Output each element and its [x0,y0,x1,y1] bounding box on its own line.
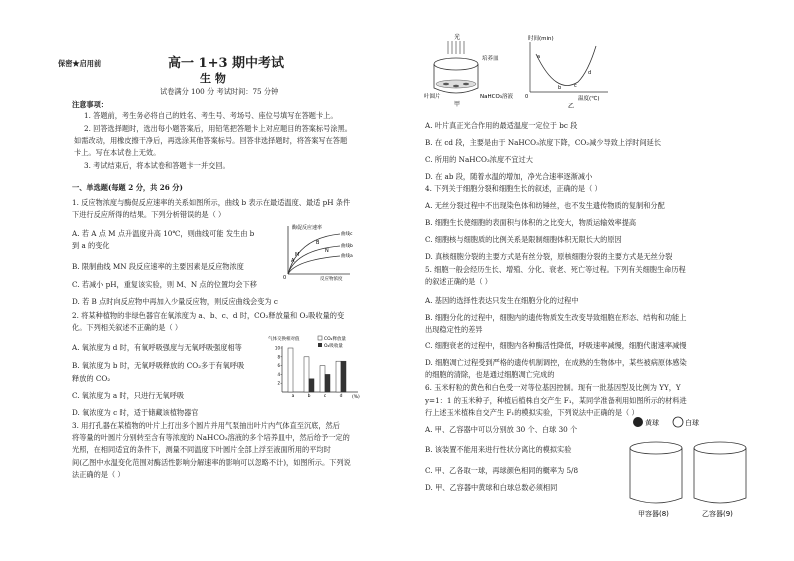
legend-o2: O₂吸收量 [324,344,343,349]
q6-stem: y=1：1 的玉米种子，种植后植株自交产生 F₁，某同学准备利用如图所示的材料进 [425,396,687,405]
ball-containers-figure [620,412,750,520]
subject-title: 生 物 [200,72,226,85]
leaf-disc [453,85,459,87]
q5-stem: 的叙述正确的是（ ） [425,277,492,286]
bar-o2 [325,374,330,392]
q4-option-b: B. 细胞生长使细胞的表面积与体积的之比变大，物质运输效率提高 [425,218,637,227]
container-a-body [630,448,682,503]
exam-title: 高一 1+3 期中考试 [168,56,285,71]
fig3-ylabel: 时间(min) [528,36,554,42]
bar-co2 [336,361,341,392]
fig1-origin: 0 [283,275,287,281]
gas-exchange-chart [266,334,366,400]
q2-option-b: B. 氧浓度为 b 时，无氧呼吸释放的 CO₂多于有氧呼吸 [72,361,245,370]
q3-option-d: D. 在 ab 段，随着水温的增加，净光合速率逐渐减小 [425,172,593,181]
fig1-curve-b: 曲线b [341,244,353,249]
q4-option-a: A. 无丝分裂过程中不出现染色体和纺锤丝，也不发生遗传物质的复制和分配 [425,201,665,210]
fig2-xunit: (%) [352,395,360,400]
fig1-xlabel: 反应物浓度 [320,277,343,282]
photosynthesis-setup-figure [418,32,618,110]
notice-line: 2. 回答选择题时，选出每小题答案后，用铅笔把答题卡上对应题目的答案标号涂黑。 [84,124,352,133]
fig1-point-a: A [291,258,295,264]
q3-option-b: B. 在 cd 段，主要是由于 NaHCO₃浓度下降，CO₂减少导致上浮时间延长 [425,138,662,147]
notice-line: 1. 答题前，考生务必将自己的姓名、考生号、考场号、座位号填写在答题卡上。 [84,111,338,120]
x-tick-label: d [339,394,343,399]
bar-co2 [304,357,309,392]
q1-option-b: B. 限制曲线 MN 段反应速率的主要因素是反应物浓度 [72,262,244,271]
y-tick-label: 4 [277,371,280,377]
q4-option-c: C. 细胞核与细胞质的比例关系是限制细胞体积无限长大的原因 [425,235,622,244]
secret-label: 保密★启用前 [58,59,102,68]
fig3-leaf-label: 叶圆片 [424,94,441,100]
q5-option-a: A. 基因的选择性表达只发生在细胞分化的过程中 [425,296,579,305]
fig3-yi: 乙 [568,103,575,110]
fig1-ylabel: 酶促反应速率 [292,225,323,231]
q6-option-b: B. 该装置不能用来进行性状分离比的模拟实验 [425,445,572,454]
legend-yellow: 黄球 [645,419,659,427]
time-curve [536,46,596,86]
leaf-disc [463,83,469,85]
y-tick-label: 6 [277,363,280,369]
fig1-curve-a: 曲线a [341,254,353,259]
q1-option-c: C. 若减小 pH，重复该实验，则 M、N 点的位置均会下移 [72,280,257,289]
fig3-solution-label: NaHCO₃溶液 [480,94,513,100]
fig1-point-n: N [325,248,329,254]
q1-stem: 下进行反应所得的结果。下列分析错误的是（ ） [72,210,226,219]
q2-stem: 2. 将某种植物的非绿色器官在氧浓度为 a、b、c、d 时，CO₂释放量和 O₂吸收量的变 [72,311,345,320]
q6-option-c: C. 甲、乙各取一球，再球颜色相同的概率为 5/8 [425,466,579,475]
q6-option-a: A. 甲、乙容器中可以分别放 30 个、白球 30 个 [425,425,578,434]
q2-option-d: D. 氧浓度为 c 时，适于储藏该植物器官 [72,408,199,417]
fig3-light-label: 光 [454,34,461,41]
q5-option-b: B. 细胞分化的过程中，细胞内的遗传物质发生改变导致细胞在形态、结构和功能上 [425,313,687,322]
q6-stem: 6. 玉米籽粒的黄色和白色受一对等位基因控制。现有一批基因型及比例为 YY，Y [425,383,681,392]
notice-line: 3. 考试结束后，将本试卷和答题卡一并交回。 [84,161,230,170]
q3-stem: 间(乙图中水温变化范围对酶活性影响分解速率的影响可以忽略不计)，如图所示。下列说 [72,458,351,467]
q4-option-d: D. 真核细胞分裂的主要方式是有丝分裂，原核细胞分裂的主要方式是无丝分裂 [425,252,673,261]
q1-option-a: 到 a 的变化 [72,241,110,250]
q1-option-a: A. 若 A 点 M 点升温度升高 10℃，则曲线可能 发生由 b [72,229,255,238]
fig3-point-a: a [537,54,541,60]
notice-line: 卡上。写在本试卷上无效。 [74,148,161,157]
y-tick-label: 10 [274,345,280,351]
notice-heading: 注意事项： [72,100,108,109]
q2-option-a: A. 氧浓度为 d 时，有氧呼吸强度与无氧呼吸强度相等 [72,343,242,352]
container-b-label: 乙容器(9) [702,510,733,518]
q5-stem: 5. 细胞一般会经历生长、增殖、分化、衰老、死亡等过程。下列有关细胞生命历程 [425,265,686,274]
fig3-jia: 甲 [454,101,461,108]
q1-stem: 1. 反应物浓度与酶促反应速率的关系如图所示，曲线 b 表示在最适温度、最适 pH 条件 [72,198,351,207]
fig1-point-b: B [316,240,320,246]
yellow-ball-legend-icon [633,417,643,427]
section-heading: 一、单选题(每题 2 分，共 26 分) [72,183,183,192]
x-tick-label: a [291,394,295,399]
q6-stem: 行上述玉米植株自交产生 F₁的模拟实验，下列说法中正确的是（ ） [425,408,639,417]
x-tick-label: c [323,394,327,399]
container-b-body [694,448,746,503]
q3-option-c: C. 所用的 NaHCO₃浓度不宜过大 [425,155,533,164]
q3-stem: 光照，在相同适宜的条件下，测量不同温度下叶圆片全部上浮至液面所用的平均时 [72,445,331,454]
y-tick-label: 2 [277,380,280,386]
legend-swatch-co2 [318,336,322,340]
q2-stem: 化。下列相关叙述不正确的是（ ） [72,323,183,332]
leaf-disc [443,83,449,85]
q2-option-c: C. 氧浓度为 a 时，只进行无氧呼吸 [72,391,185,400]
x-tick-label: b [307,394,311,399]
bar-co2 [288,348,293,392]
bar-o2 [309,379,314,392]
q3-stem: 3. 用打孔器在某植物的叶片上打出多个圆片并用气泵抽出叶片内气体直至沉底，然后 [72,421,340,430]
legend-white: 白球 [685,419,699,427]
q3-stem: 法正确的是（ ） [72,470,125,479]
legend-co2: CO₂释放量 [324,337,346,342]
dish-rim [434,58,478,70]
fig1-curve-c: 曲线c [341,232,353,237]
exam-info: 试卷满分 100 分 考试时间：75 分钟 [160,87,279,96]
fig3-xlabel: 温度(℃) [578,96,600,102]
fig3-origin: 0 [525,94,529,100]
y-tick-label: 8 [277,354,280,360]
q3-option-a: A. 叶片真正光合作用的最适温度一定位于 bc 段 [425,121,578,130]
fig1-point-m: M [295,252,300,258]
white-ball-legend-icon [673,417,683,427]
fig3-point-d: d [588,70,592,76]
q2-option-b: 释放的 CO₂ [72,374,111,383]
legend-swatch-o2 [318,343,322,347]
q3-stem: 将等量的叶圆片分别转至含有等浓度的 NaHCO₃溶液的多个培养皿中，然后给予一定的 [72,433,350,442]
q4-stem: 4. 下列关于细胞分裂和细胞生长的叙述，正确的是（ ） [425,184,602,193]
q6-option-d: D. 甲、乙容器中黄球和白球总数必须相同 [425,483,558,492]
q1-option-d: D. 若 B 点时向反应物中再加入少量反应物，则反应曲线会变为 c [72,297,278,306]
fig3-dish-label: 培养皿 [482,56,499,62]
bar-o2 [341,361,346,392]
notice-line: 如需改动，用橡皮擦干净后，再选涂其他答案标号。回答非选择题时，将答案写在答题 [74,136,348,145]
container-a-label: 甲容器(8) [638,510,669,518]
container-b-rim [694,442,746,454]
container-a-rim [630,442,682,454]
enzyme-rate-figure [270,222,370,282]
bar-co2 [320,366,325,392]
curve-a [288,256,340,274]
fig3-point-c: c [574,83,577,89]
q5-option-c: C. 细胞衰老的过程中，细胞内各种酶活性降低，呼吸速率减慢，细胞代谢速率减慢 [425,341,687,350]
q5-option-d: D. 细胞凋亡过程受到严格的遗传机制调控，在成熟的生物体中，某些被病原体感染 [425,358,687,367]
q5-option-b: 出现稳定性的差异 [425,325,483,334]
q5-option-d: 的细胞的清除，也是通过细胞凋亡完成的 [425,370,555,379]
fig3-point-b: b [558,85,562,91]
fig2-ylabel: 气体交换相对值 [268,337,300,342]
